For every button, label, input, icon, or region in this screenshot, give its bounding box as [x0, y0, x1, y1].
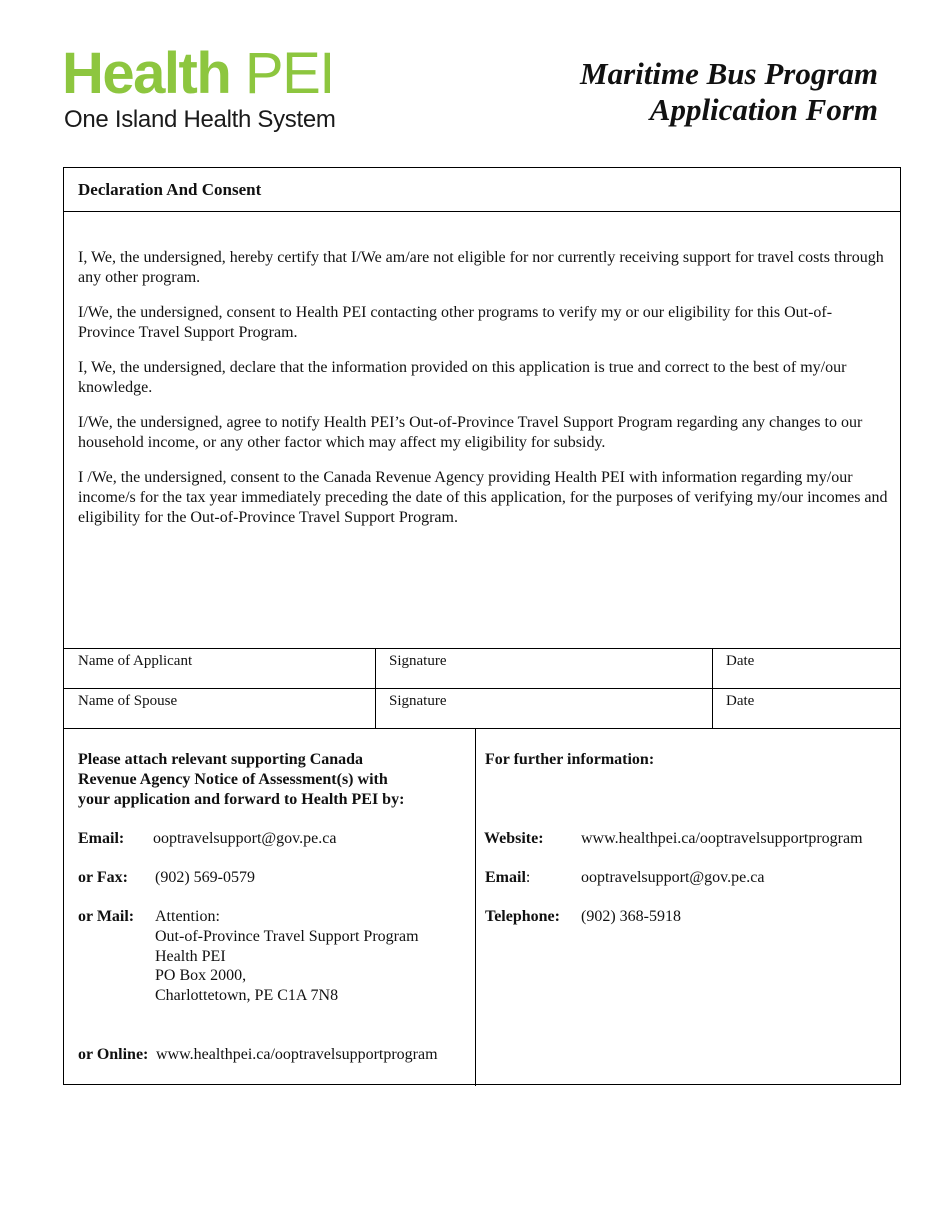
declaration-form-box — [63, 167, 901, 1085]
submit-fax-label: or Fax: — [78, 869, 128, 886]
spouse-name-field[interactable]: Name of Spouse — [78, 693, 178, 709]
submit-email-label: Email: — [78, 830, 125, 847]
info-email-label: Email: — [485, 869, 531, 886]
mail-address-line: Charlottetown, PE C1A 7N8 — [155, 987, 339, 1004]
submit-instructions-line: Please attach relevant supporting Canada — [78, 751, 364, 768]
logo-brand-main: Health — [62, 41, 231, 106]
declaration-paragraph: I /We, the undersigned, consent to the Canada Revenue Agency providing Health PEI with information regarding my/our income/s for the tax year immediately preceding the date of this application, for the purposes of verifying my/our incomes and eligibility for the Out-of-Province Travel Support Program. — [78, 469, 888, 526]
submit-instructions-line: Revenue Agency Notice of Assessment(s) with — [78, 771, 388, 788]
mail-address-line: PO Box 2000, — [155, 967, 247, 984]
logo-tagline: One Island Health System — [64, 106, 336, 133]
form-title-line1: Maritime Bus Program — [580, 56, 878, 91]
info-website-label: Website: — [484, 830, 544, 847]
divider — [64, 728, 900, 729]
submit-fax-value: (902) 569-0579 — [155, 869, 255, 886]
mail-address-line: Health PEI — [155, 948, 226, 965]
form-title-line2: Application Form — [649, 92, 878, 127]
info-heading: For further information: — [485, 751, 655, 768]
logo-brand-suffix: PEI — [244, 41, 334, 106]
declaration-paragraph: I/We, the undersigned, consent to Health PEI contacting other programs to verify my or our eligibility for this Out-of-Province Travel Support Program. — [78, 304, 833, 341]
form-title — [580, 56, 878, 128]
info-telephone-label: Telephone: — [485, 908, 560, 925]
divider — [64, 211, 900, 212]
declaration-paragraph: I, We, the undersigned, declare that the information provided on this application is true and correct to the best of my/our knowledge. — [78, 359, 847, 396]
declaration-paragraph: I, We, the undersigned, hereby certify that I/We am/are not eligible for nor currently receiving support for travel costs through any other program. — [78, 249, 884, 286]
applicant-date-field[interactable]: Date — [726, 653, 755, 669]
divider — [375, 648, 376, 728]
applicant-name-field[interactable]: Name of Applicant — [78, 653, 193, 669]
submit-online-link[interactable]: www.healthpei.ca/ooptravelsupportprogram — [156, 1046, 438, 1063]
divider — [475, 728, 476, 1086]
applicant-signature-field[interactable]: Signature — [389, 653, 447, 669]
submit-mail-label: or Mail: — [78, 908, 135, 925]
submit-email-link[interactable]: ooptravelsupport@gov.pe.ca — [153, 830, 337, 847]
declaration-paragraph: I/We, the undersigned, agree to notify Health PEI’s Out-of-Province Travel Support Program regarding any changes to our household income, or any other factor which may affect my eligibility for subsidy. — [78, 414, 863, 451]
divider — [64, 648, 900, 649]
info-email-link[interactable]: ooptravelsupport@gov.pe.ca — [581, 869, 765, 886]
info-telephone-value: (902) 368-5918 — [581, 908, 681, 925]
divider — [712, 648, 713, 728]
mail-address-line: Attention: — [155, 908, 220, 925]
spouse-date-field[interactable]: Date — [726, 693, 755, 709]
declaration-heading: Declaration And Consent — [78, 180, 262, 199]
divider — [64, 688, 900, 689]
submit-online-label: or Online: — [78, 1046, 149, 1063]
info-website-link[interactable]: www.healthpei.ca/ooptravelsupportprogram — [581, 830, 863, 847]
logo-wordmark — [62, 41, 334, 106]
health-pei-logo — [62, 41, 362, 136]
spouse-signature-field[interactable]: Signature — [389, 693, 447, 709]
mail-address-line: Out-of-Province Travel Support Program — [155, 928, 419, 945]
submit-instructions-line: your application and forward to Health PEI by: — [78, 791, 405, 808]
